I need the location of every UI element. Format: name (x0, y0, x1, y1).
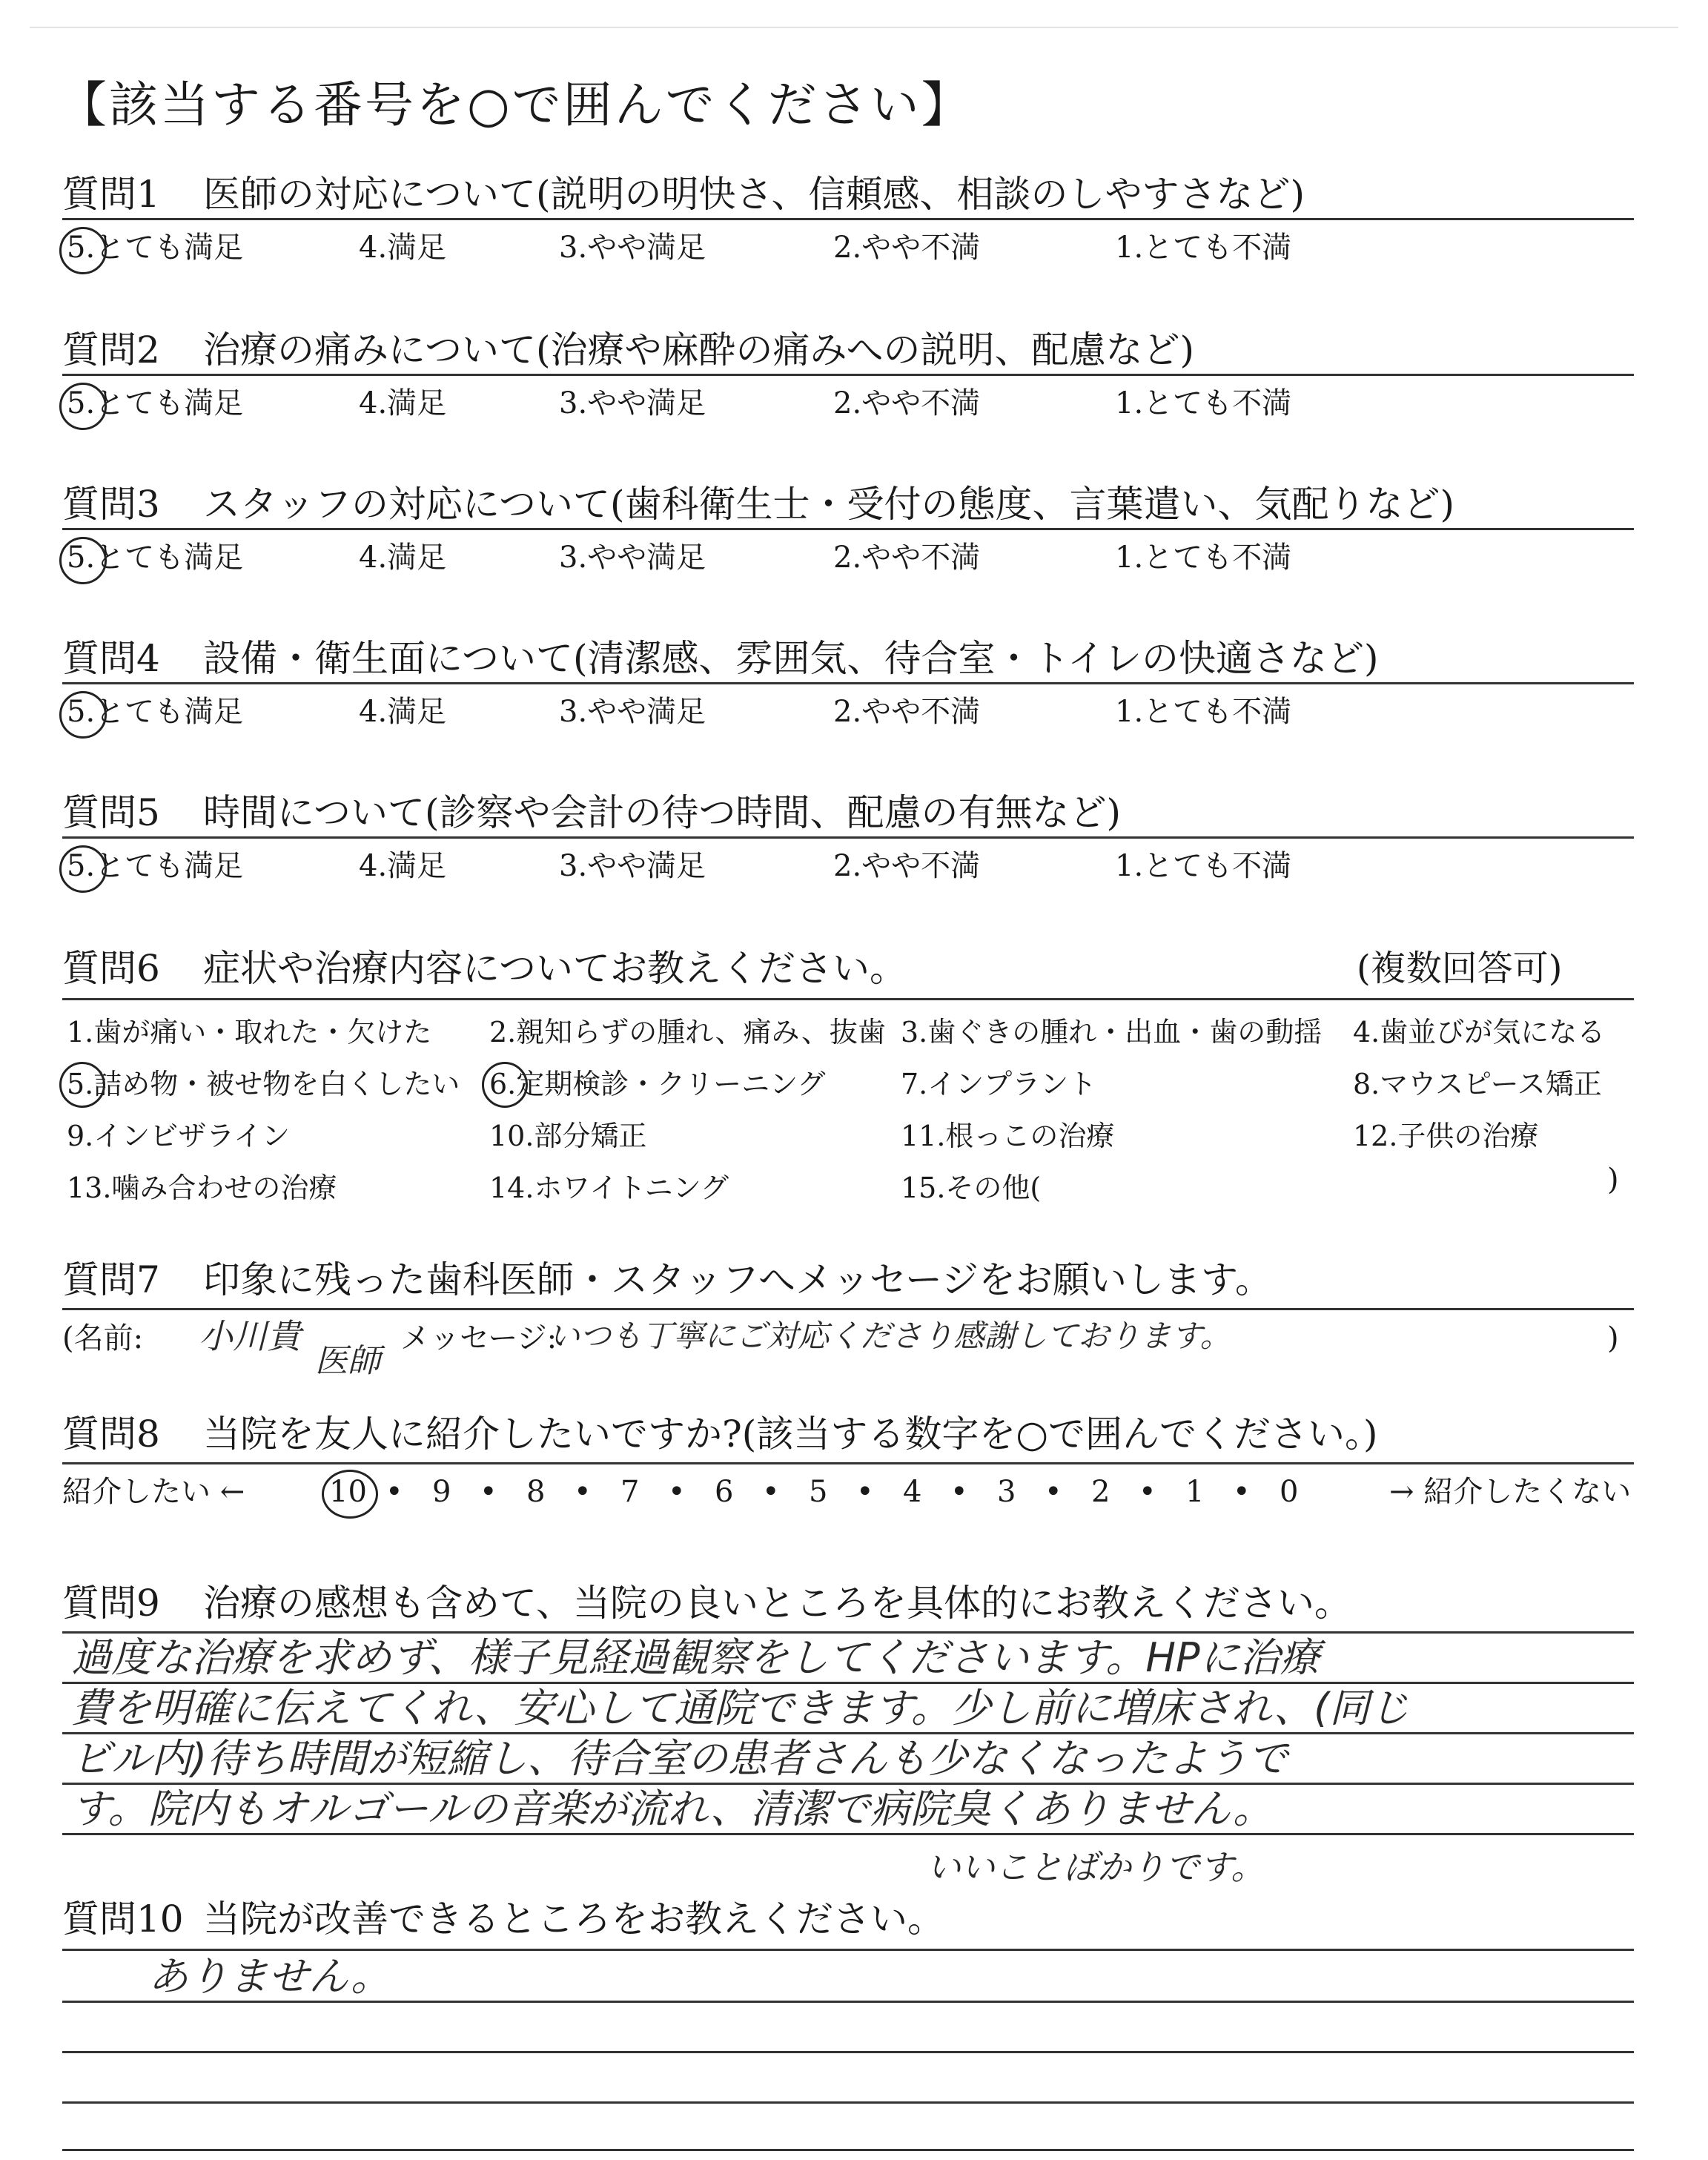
multiple-answer-note: (複数回答可) (1357, 948, 1563, 989)
question-text: 当院を友人に紹介したいですか?(該当する数字を○で囲んでください。) (203, 1413, 1378, 1456)
scale-right-label: → 紹介したくない (1389, 1475, 1632, 1509)
question-5 (62, 786, 1634, 839)
rating-option[interactable]: 3.やや満足 (559, 695, 706, 729)
handwritten-answer-line: ビル内)待ち時間が短縮し、待合室の患者さんも少なくなったようで (71, 1735, 1288, 1782)
question-rule (62, 836, 1634, 839)
rating-option[interactable]: 5.とても満足 (67, 849, 244, 883)
scale-separator: • (1233, 1475, 1251, 1509)
rating-option[interactable]: 1.とても不満 (1115, 695, 1292, 729)
handwritten-answer-line: 費を明確に伝えてくれ、安心して通院できます。少し前に増床され、(同じ (71, 1685, 1410, 1731)
scale-value[interactable]: 6 (715, 1475, 734, 1509)
selection-circle (59, 537, 107, 584)
answer-line (62, 1631, 1634, 1634)
rating-option[interactable]: 3.やや満足 (559, 849, 706, 883)
selection-circle (482, 1062, 528, 1108)
question-label: 質問9 (62, 1582, 160, 1625)
scale-separator: • (480, 1475, 497, 1509)
scale-separator: • (1045, 1475, 1062, 1509)
symptom-option[interactable]: 9.インビザライン (67, 1120, 291, 1152)
question-label: 質問10 (62, 1898, 184, 1941)
rating-options (62, 225, 1634, 270)
rating-options (62, 844, 1634, 888)
scale-value[interactable]: 4 (903, 1475, 922, 1509)
rating-option[interactable]: 4.満足 (359, 386, 447, 420)
answer-line (62, 2051, 1634, 2053)
other-close-paren: ) (1607, 1163, 1619, 1197)
q9-extra-text: いいことばかりです。 (927, 1847, 1265, 1887)
answer-line (62, 1682, 1634, 1684)
rating-option[interactable]: 1.とても不満 (1115, 849, 1292, 883)
symptom-options (67, 1011, 1631, 1226)
symptom-option[interactable]: 1.歯が痛い・取れた・欠けた (67, 1016, 432, 1048)
answer-line (62, 2101, 1634, 2104)
question-label: 質問8 (62, 1413, 160, 1456)
rating-option[interactable]: 1.とても不満 (1115, 231, 1292, 265)
rating-option[interactable]: 5.とても満足 (67, 386, 244, 420)
rating-options (62, 690, 1634, 734)
rating-option[interactable]: 4.満足 (359, 231, 447, 265)
scale-value[interactable]: 10 (329, 1475, 367, 1509)
question-8-rule (62, 1462, 1634, 1464)
q7-close-paren: ) (1607, 1321, 1619, 1355)
q10-answer: ありません。 (148, 1953, 391, 2000)
answer-line (62, 1732, 1634, 1734)
rating-option[interactable]: 4.満足 (359, 695, 447, 729)
question-text: 治療の感想も含めて、当院の良いところを具体的にお教えください。 (203, 1582, 1351, 1625)
rating-option[interactable]: 3.やや満足 (559, 541, 706, 575)
scale-value[interactable]: 3 (997, 1475, 1016, 1509)
handwritten-answer-line: す。院内もオルゴールの音楽が流れ、清潔で病院臭くありません。 (71, 1786, 1274, 1832)
scale-separator: • (950, 1475, 968, 1509)
rating-option[interactable]: 2.やや不満 (833, 849, 981, 883)
question-text: 設備・衛生面について(清潔感、雰囲気、待合室・トイレの快適さなど) (203, 637, 1379, 680)
question-rule (62, 374, 1634, 376)
q7-message-label: メッセージ: (400, 1321, 557, 1355)
selection-circle (322, 1470, 378, 1519)
rating-option[interactable]: 3.やや満足 (559, 231, 706, 265)
question-3 (62, 478, 1634, 531)
symptom-option[interactable]: 8.マウスピース矯正 (1353, 1068, 1602, 1100)
symptom-option[interactable]: 5.詰め物・被せ物を白くしたい (67, 1068, 460, 1100)
symptom-option[interactable]: 4.歯並びが気になる (1353, 1016, 1606, 1048)
q7-name-label: (名前: (62, 1321, 144, 1355)
rating-option[interactable]: 2.やや不満 (833, 541, 981, 575)
rating-option[interactable]: 2.やや不満 (833, 695, 981, 729)
q7-message-value: いつも丁寧にご対応くださり感謝しております。 (549, 1318, 1231, 1354)
question-text: 症状や治療内容についてお教えください。 (203, 947, 907, 990)
scale-separator: • (856, 1475, 874, 1509)
answer-line (62, 1833, 1634, 1835)
question-7 (62, 1253, 1634, 1307)
selection-circle (59, 1062, 105, 1108)
scale-left-label: 紹介したい ← (62, 1475, 245, 1509)
symptom-option[interactable]: 6.定期検診・クリーニング (489, 1068, 826, 1100)
symptom-option[interactable]: 10.部分矯正 (489, 1120, 647, 1152)
selection-circle (59, 383, 107, 430)
selection-circle (59, 691, 107, 739)
question-label: 質問2 (62, 328, 160, 371)
rating-option[interactable]: 2.やや不満 (833, 386, 981, 420)
symptom-option[interactable]: 15.その他( (901, 1172, 1042, 1204)
answer-line (62, 2149, 1634, 2151)
rating-option[interactable]: 5.とても満足 (67, 541, 244, 575)
scale-separator: • (668, 1475, 686, 1509)
rating-option[interactable]: 3.やや満足 (559, 386, 706, 420)
handwritten-answer-line: 過度な治療を求めず、様子見経過観察をしてくださいます。HPに治療 (71, 1634, 1320, 1681)
scale-value[interactable]: 7 (620, 1475, 640, 1509)
question-6-rule (62, 998, 1634, 1000)
question-rule (62, 528, 1634, 530)
question-label: 質問7 (62, 1258, 160, 1301)
question-text: 治療の痛みについて(治療や麻酔の痛みへの説明、配慮など) (203, 328, 1195, 371)
question-label: 質問4 (62, 637, 160, 680)
question-rule (62, 682, 1634, 684)
scale-value[interactable]: 5 (809, 1475, 828, 1509)
rating-option[interactable]: 4.満足 (359, 541, 447, 575)
recommend-scale (62, 1468, 1634, 1516)
scale-separator: • (385, 1475, 403, 1509)
scale-separator: • (762, 1475, 780, 1509)
rating-option[interactable]: 1.とても不満 (1115, 386, 1292, 420)
instruction-header: 【該当する番号を○で囲んでください】 (58, 76, 973, 133)
rating-option[interactable]: 2.やや不満 (833, 231, 981, 265)
selection-circle (59, 227, 107, 274)
answer-line (62, 1949, 1634, 1951)
question-label: 質問6 (62, 947, 160, 990)
q7-name-value: 小川貴 (199, 1316, 301, 1356)
question-label: 質問1 (62, 173, 160, 216)
question-text: スタッフの対応について(歯科衛生士・受付の態度、言葉遣い、気配りなど) (203, 483, 1455, 526)
question-1 (62, 168, 1634, 221)
scale-value[interactable]: 9 (432, 1475, 451, 1509)
scale-separator: • (1139, 1475, 1156, 1509)
rating-option[interactable]: 5.とても満足 (67, 695, 244, 729)
question-10 (62, 1892, 1634, 1946)
scale-value[interactable]: 2 (1091, 1475, 1110, 1509)
symptom-option[interactable]: 3.歯ぐきの腫れ・出血・歯の動揺 (901, 1016, 1323, 1048)
answer-line (62, 1783, 1634, 1785)
question-rule (62, 218, 1634, 220)
rating-option[interactable]: 5.とても満足 (67, 231, 244, 265)
rating-option[interactable]: 1.とても不満 (1115, 541, 1292, 575)
question-4 (62, 632, 1634, 685)
question-label: 質問3 (62, 483, 160, 526)
answer-line (62, 2001, 1634, 2003)
symptom-option[interactable]: 12.子供の治療 (1353, 1120, 1539, 1152)
question-text: 時間について(診察や会計の待つ時間、配慮の有無など) (203, 791, 1122, 834)
symptom-option[interactable]: 2.親知らずの腫れ、痛み、抜歯 (489, 1016, 886, 1048)
symptom-option[interactable]: 11.根っこの治療 (901, 1120, 1115, 1152)
question-9 (62, 1576, 1634, 1630)
rating-options (62, 535, 1634, 580)
question-text: 印象に残った歯科医師・スタッフへメッセージをお願いします。 (203, 1258, 1272, 1301)
symptom-option[interactable]: 14.ホワイトニング (489, 1172, 729, 1204)
rating-option[interactable]: 4.満足 (359, 849, 447, 883)
question-7-rule (62, 1308, 1634, 1310)
question-label: 質問5 (62, 791, 160, 834)
scale-value[interactable]: 0 (1280, 1475, 1299, 1509)
scale-value[interactable]: 1 (1185, 1475, 1205, 1509)
question-2 (62, 323, 1634, 377)
rating-options (62, 381, 1634, 426)
question-text: 当院が改善できるところをお教えください。 (203, 1898, 944, 1941)
selection-circle (59, 845, 107, 893)
scale-separator: • (574, 1475, 592, 1509)
scale-value[interactable]: 8 (526, 1475, 546, 1509)
question-text: 医師の対応について(説明の明快さ、信頼感、相談のしやすさなど) (203, 173, 1305, 216)
question-8 (62, 1407, 1634, 1461)
symptom-option[interactable]: 7.インプラント (901, 1068, 1097, 1100)
scan-edge (30, 27, 1678, 28)
q7-name-note: 医師 (315, 1342, 380, 1380)
symptom-option[interactable]: 13.噛み合わせの治療 (67, 1172, 337, 1204)
